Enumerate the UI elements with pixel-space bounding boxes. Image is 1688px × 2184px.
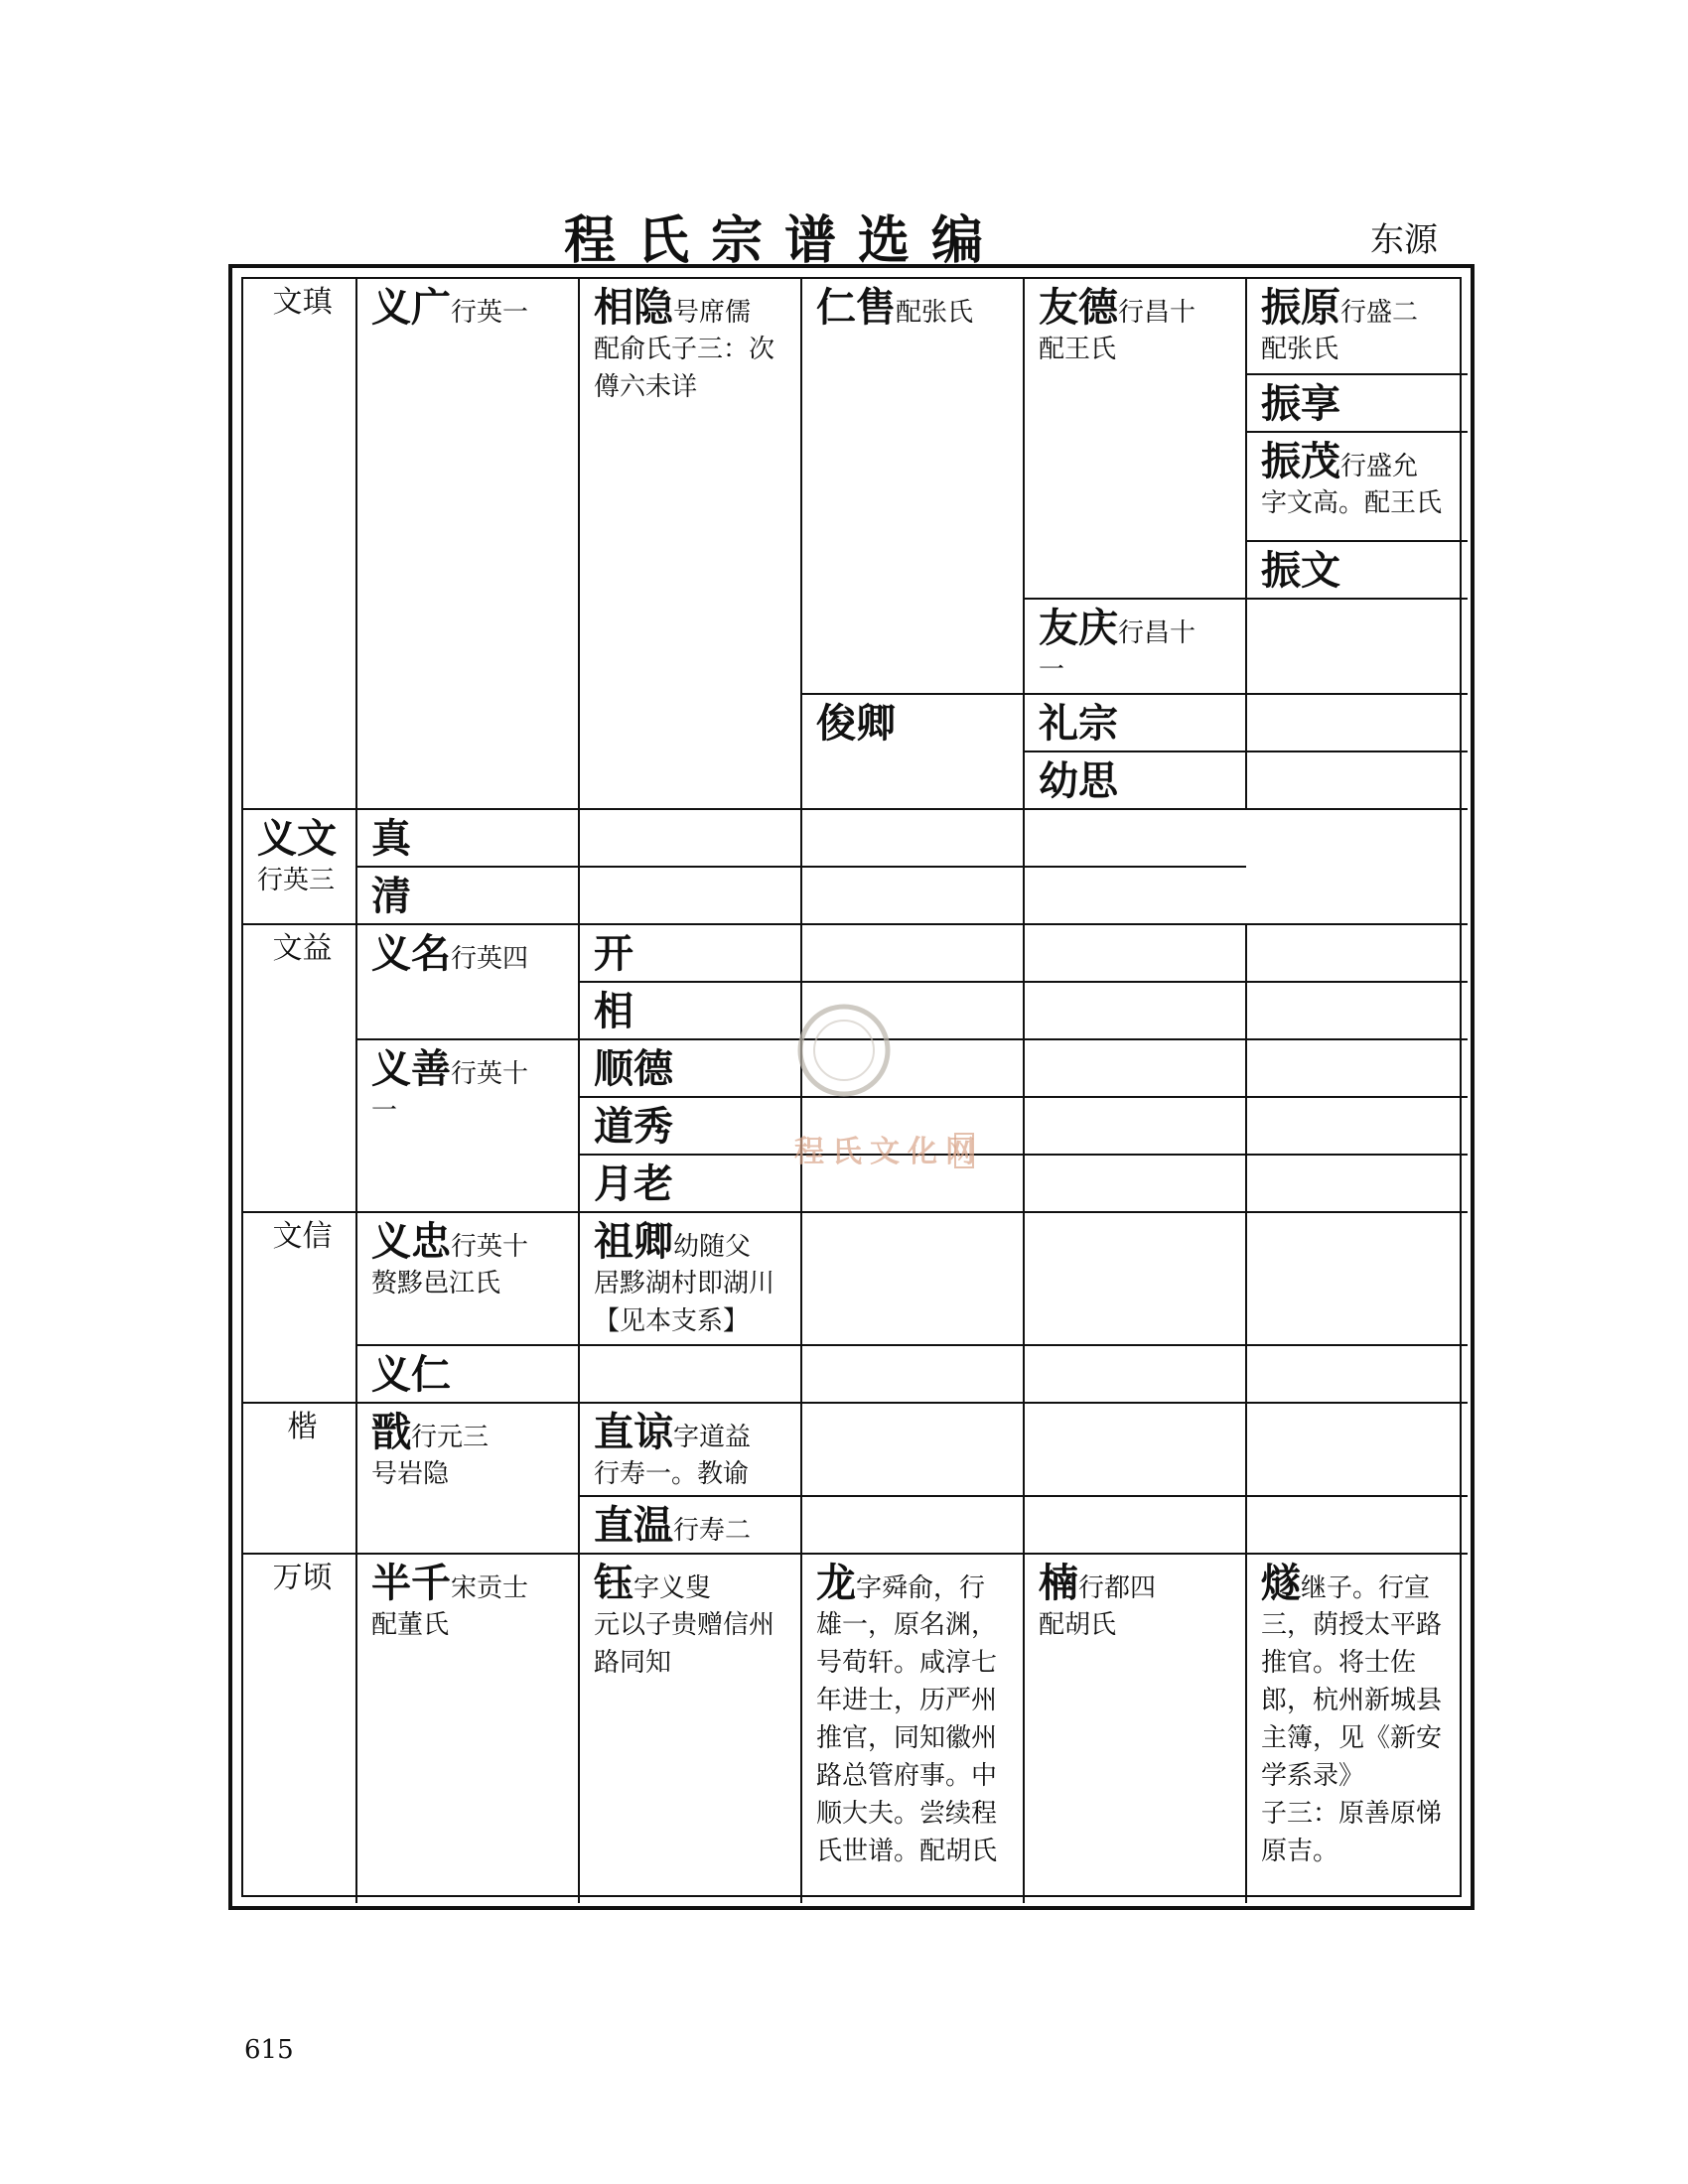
empty-cell [801,1097,1024,1155]
member-cell [1246,374,1468,432]
member-detail: 行寿一。教谕 [594,1459,750,1489]
member-note: 行英十 [451,1059,529,1089]
member-cell [1246,541,1468,599]
member-cell [1024,279,1246,599]
empty-cell [801,867,1024,924]
empty-cell [1024,924,1246,982]
member-cell [356,279,579,809]
member-note: 行昌十 [1118,618,1196,648]
empty-cell [1246,924,1468,982]
member-name: 义文 [257,815,337,862]
empty-cell [1024,1155,1246,1212]
member-name: 义仁 [371,1351,451,1398]
member-cell [356,1554,579,1903]
member-note: 行盛二 [1340,298,1419,328]
empty-cell [1024,1403,1246,1496]
member-name: 戬 [371,1409,411,1455]
generation-cell: 楷 [243,1403,356,1554]
member-detail: 配董氏 [371,1610,450,1640]
member-note: 字义叟 [633,1573,712,1603]
empty-cell [1024,1097,1246,1155]
member-name: 相 [594,988,633,1034]
member-note: 行都四 [1078,1573,1157,1603]
member-note: 行英四 [451,944,529,974]
member-note: 行元三 [411,1423,490,1452]
generation-cell: 文信 [243,1212,356,1403]
empty-cell [801,1155,1024,1212]
member-name: 义忠 [371,1218,451,1265]
empty-cell [1246,1039,1468,1097]
member-cell [356,867,579,924]
member-name: 清 [371,873,411,919]
member-cell [579,1097,801,1155]
member-cell [1246,279,1468,374]
member-cell [1024,599,1246,694]
empty-cell [1246,1097,1468,1155]
member-cell [579,1403,801,1496]
member-cell [801,1554,1024,1903]
genealogy-table [243,279,1468,1903]
member-cell [1024,694,1246,751]
empty-cell [579,1345,801,1403]
member-name: 真 [371,815,411,862]
empty-cell [1246,751,1468,809]
empty-cell [579,809,801,867]
member-cell [356,809,579,867]
member-name: 振享 [1261,380,1340,427]
member-cell [579,1554,801,1903]
member-cell [356,1212,579,1345]
empty-cell [801,809,1024,867]
member-note: 幼随父 [673,1232,752,1262]
member-cell [801,694,1024,809]
member-name: 月老 [594,1160,673,1207]
member-cell [579,1039,801,1097]
member-detail: 配俞氏子三：次僔六未详 [594,335,775,402]
member-note: 行昌十 [1118,298,1196,328]
empty-cell [1024,1496,1246,1554]
member-name: 顺德 [594,1045,673,1092]
empty-cell [1024,982,1246,1039]
member-name: 义名 [371,930,451,977]
member-name: 楠 [1039,1560,1078,1606]
empty-cell [801,982,1024,1039]
member-name: 直谅 [594,1409,673,1455]
member-note: 配张氏 [896,298,974,328]
genealogy-table-wrapper [241,277,1462,1897]
member-cell [579,982,801,1039]
member-detail: 配张氏 [1261,335,1339,364]
member-note: 宋贡士 [451,1573,529,1603]
empty-cell [1024,809,1246,867]
generation-cell: 文益 [243,924,356,1212]
member-name: 俊卿 [816,700,896,747]
member-note: 行盛允 [1340,452,1419,481]
empty-cell [579,867,801,924]
member-name: 礼宗 [1039,700,1118,747]
empty-cell [1246,694,1468,751]
member-detail: 号岩隐 [371,1459,450,1489]
empty-cell [1246,1345,1468,1403]
empty-cell [801,1496,1024,1554]
member-detail: 一 [1039,655,1065,685]
member-detail: 雄一，原名渊，号荀轩。咸淳七年进士，历严州推官，同知徽州路总管府事。中顺大夫。尝续程氏世谱。配胡氏 [816,1610,998,1866]
member-detail-children: 子三：原善原悌原吉。 [1261,1799,1443,1866]
member-name: 友庆 [1039,605,1118,651]
member-name: 钰 [594,1560,633,1606]
member-cell [579,1155,801,1212]
empty-cell [1246,1212,1468,1345]
member-cell [579,1496,801,1554]
empty-cell [801,1212,1024,1345]
member-cell [579,279,801,809]
member-detail: 元以子贵赠信州路同知 [594,1610,775,1678]
member-name: 幼思 [1039,757,1118,804]
member-detail: 赘黟邑江氏 [371,1269,501,1298]
member-cell [1024,751,1246,809]
member-cell [579,1212,801,1345]
empty-cell [1246,1403,1468,1496]
generation-cell: 文瑱 [243,279,356,809]
member-name: 仁售 [816,284,896,331]
page-number: 615 [244,2035,294,2065]
member-name: 相隐 [594,284,673,331]
member-note: 号席儒 [673,298,752,328]
member-name: 道秀 [594,1103,673,1150]
member-name: 友德 [1039,284,1118,331]
generation-cell: 万顷 [243,1554,356,1903]
member-note: 继子。行宣 [1301,1573,1431,1603]
region-label: 东源 [1370,220,1438,260]
member-cell [243,809,356,924]
member-detail: 配王氏 [1039,335,1117,364]
empty-cell [1024,1212,1246,1345]
member-detail: 三，荫授太平路推官。将士佐郎，杭州新城县主簿，见《新安学系录》 [1261,1610,1443,1791]
member-detail: 居黟湖村即湖川【见本支系】 [594,1269,775,1336]
empty-cell [801,1345,1024,1403]
member-cell [579,924,801,982]
empty-cell [1246,982,1468,1039]
member-note: 字道益 [673,1423,752,1452]
member-note: 行英三 [257,866,336,895]
watermark-text: 程氏文化网 [794,1135,983,1169]
member-cell [1246,432,1468,541]
member-name: 开 [594,930,633,977]
member-cell [801,279,1024,694]
member-name: 直温 [594,1502,673,1549]
member-cell [356,924,579,1039]
member-detail: 字文高。配王氏 [1261,488,1443,518]
member-note: 字舜俞，行 [856,1573,986,1603]
member-name: 龙 [816,1560,856,1606]
empty-cell [1024,1039,1246,1097]
member-cell [356,1403,579,1554]
member-name: 义广 [371,284,451,331]
member-name: 振文 [1261,547,1340,594]
member-name: 祖卿 [594,1218,673,1265]
empty-cell [801,1403,1024,1496]
member-cell [1024,1554,1246,1903]
empty-cell [801,924,1024,982]
member-cell [356,1345,579,1403]
member-note: 行英十 [451,1232,529,1262]
member-cell [1246,1554,1468,1903]
genealogy-frame [228,264,1475,1910]
member-note: 行寿二 [673,1516,752,1546]
member-detail: 一 [371,1096,398,1126]
empty-cell [1024,1345,1246,1403]
member-name: 义善 [371,1045,451,1092]
member-name: 振原 [1261,284,1340,331]
page-title: 程氏宗谱选编 [563,210,1005,271]
member-name: 振茂 [1261,438,1340,484]
member-name: 半千 [371,1560,451,1606]
empty-cell [1024,867,1246,924]
empty-cell [1246,599,1468,694]
member-cell [356,1039,579,1212]
member-name: 燧 [1261,1560,1301,1606]
empty-cell [1246,1496,1468,1554]
member-note: 行英一 [451,298,529,328]
empty-cell [801,1039,1024,1097]
empty-cell [1246,1155,1468,1212]
member-detail: 配胡氏 [1039,1610,1117,1640]
